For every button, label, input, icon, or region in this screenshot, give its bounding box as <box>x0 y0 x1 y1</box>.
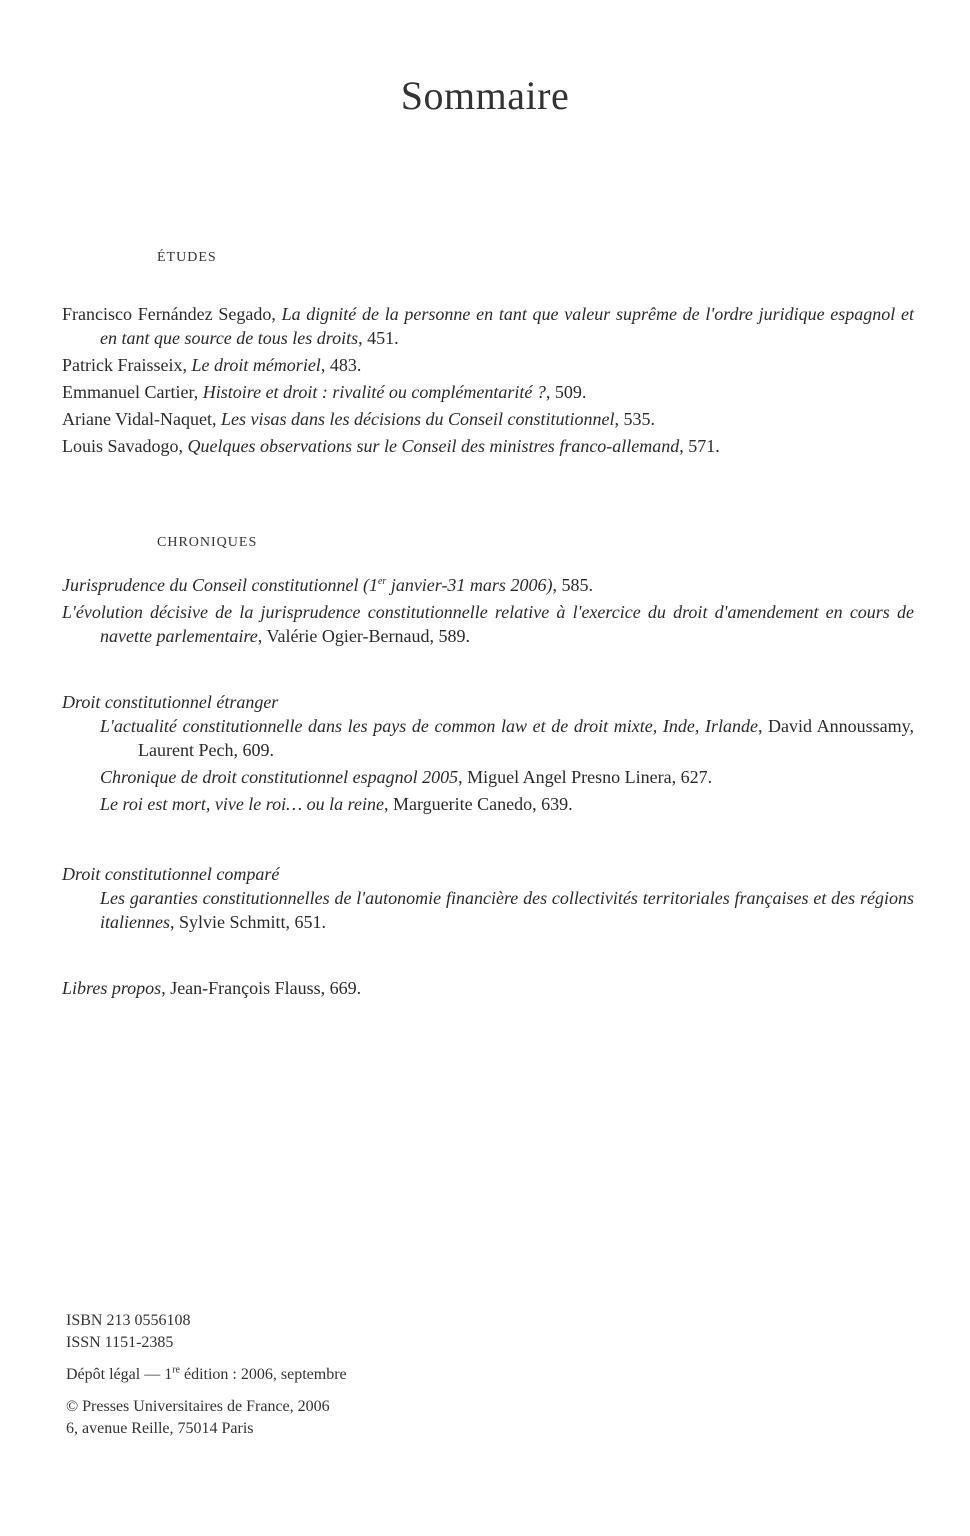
etranger-entry <box>100 714 914 762</box>
etudes-entry <box>62 353 914 377</box>
subsection-title: Droit constitutionnel comparé <box>62 864 280 884</box>
entry-title: Libres propos <box>62 978 162 998</box>
compare-entry <box>100 886 914 934</box>
colophon <box>66 1310 347 1440</box>
entry-page: , 483. <box>320 355 362 375</box>
chronique-jurisprudence <box>62 573 914 597</box>
entry-title: Quelques observations sur le Conseil des ministres franco-allemand <box>187 436 680 456</box>
entry-author: , Miguel Angel Presno Linera, 627. <box>458 767 713 787</box>
entry-title: Histoire et droit : rivalité ou complémentarité ? <box>202 382 546 402</box>
issn: ISSN 1151-2385 <box>66 1334 174 1351</box>
compare-section <box>62 862 914 934</box>
etranger-entry <box>100 765 914 789</box>
entry-author: , Valérie Ogier-Bernaud, 589. <box>257 626 471 646</box>
entry-page: , 585. <box>552 575 593 595</box>
chroniques-list <box>62 573 914 648</box>
address: 6, avenue Reille, 75014 Paris <box>66 1420 254 1437</box>
entry-page: , 535. <box>614 409 656 429</box>
subsection-heading-compare <box>62 862 914 886</box>
depot-legal-rest: édition : 2006, septembre <box>179 1366 347 1383</box>
entry-author: , Marguerite Canedo, 639. <box>383 794 573 814</box>
subsection-title: Droit constitutionnel étranger <box>62 692 279 712</box>
depot-legal-sup: re <box>172 1364 180 1376</box>
page-title: Sommaire <box>400 73 570 118</box>
entry-title: L'évolution décisive de la jurisprudence constitutionnelle relative à l'exercice du droit d'amendement en cours de navette parlementaire <box>62 602 914 646</box>
section-heading-chroniques: CHRONIQUES <box>157 535 258 550</box>
section-heading-etudes: ÉTUDES <box>157 250 217 265</box>
etudes-entry <box>62 434 914 458</box>
copyright: © Presses Universitaires de France, 2006 <box>66 1398 330 1415</box>
libres-propos <box>62 976 914 1000</box>
libres-entry <box>62 976 914 1000</box>
entry-author: Louis Savadogo, <box>62 436 188 456</box>
entry-title: Les visas dans les décisions du Conseil constitutionnel <box>221 409 615 429</box>
entry-title-rest: janvier-31 mars 2006) <box>386 575 553 595</box>
entry-title: La dignité de la personne en tant que valeur suprême de l'ordre juridique espagnol et en tant que source de tous les droits <box>100 304 914 348</box>
entry-author: Patrick Fraisseix, <box>62 355 192 375</box>
entry-author: , Jean-François Flauss, 669. <box>161 978 362 998</box>
entry-author: Francisco Fernández Segado, <box>62 304 282 324</box>
subsection-heading-etranger <box>62 690 914 714</box>
etudes-list <box>62 302 914 458</box>
entry-title: Le roi est mort, vive le roi… ou la reine <box>100 794 384 814</box>
entry-title: Jurisprudence du Conseil constitutionnel (1 <box>62 575 378 595</box>
entry-title-sup: er <box>377 576 387 587</box>
entry-author: Emmanuel Cartier, <box>62 382 203 402</box>
entry-page: , 451. <box>358 328 399 348</box>
entry-title: Les garanties constitutionnelles de l'autonomie financière des collectivités territoriales françaises et des régions italiennes <box>100 888 914 932</box>
entry-page: , 571. <box>679 436 720 456</box>
entry-title: Le droit mémoriel <box>191 355 321 375</box>
depot-legal <box>66 1364 347 1386</box>
etudes-entry <box>62 380 914 404</box>
depot-legal-text: Dépôt légal — 1 <box>66 1366 173 1383</box>
entry-author: , David Annoussamy, Laurent Pech, 609. <box>138 716 914 760</box>
entry-author: , Sylvie Schmitt, 651. <box>170 912 327 932</box>
entry-title: L'actualité constitutionnelle dans les pays de common law et de droit mixte, Inde, Irlande <box>100 716 758 736</box>
entry-title: Chronique de droit constitutionnel espagnol 2005 <box>100 767 459 787</box>
etudes-entry <box>62 302 914 350</box>
etranger-section <box>62 690 914 816</box>
etudes-entry <box>62 407 914 431</box>
etranger-entry <box>100 792 914 816</box>
chronique-evolution <box>62 600 914 648</box>
isbn: ISBN 213 0556108 <box>66 1312 191 1329</box>
entry-author: Ariane Vidal-Naquet, <box>62 409 222 429</box>
entry-page: , 509. <box>545 382 587 402</box>
